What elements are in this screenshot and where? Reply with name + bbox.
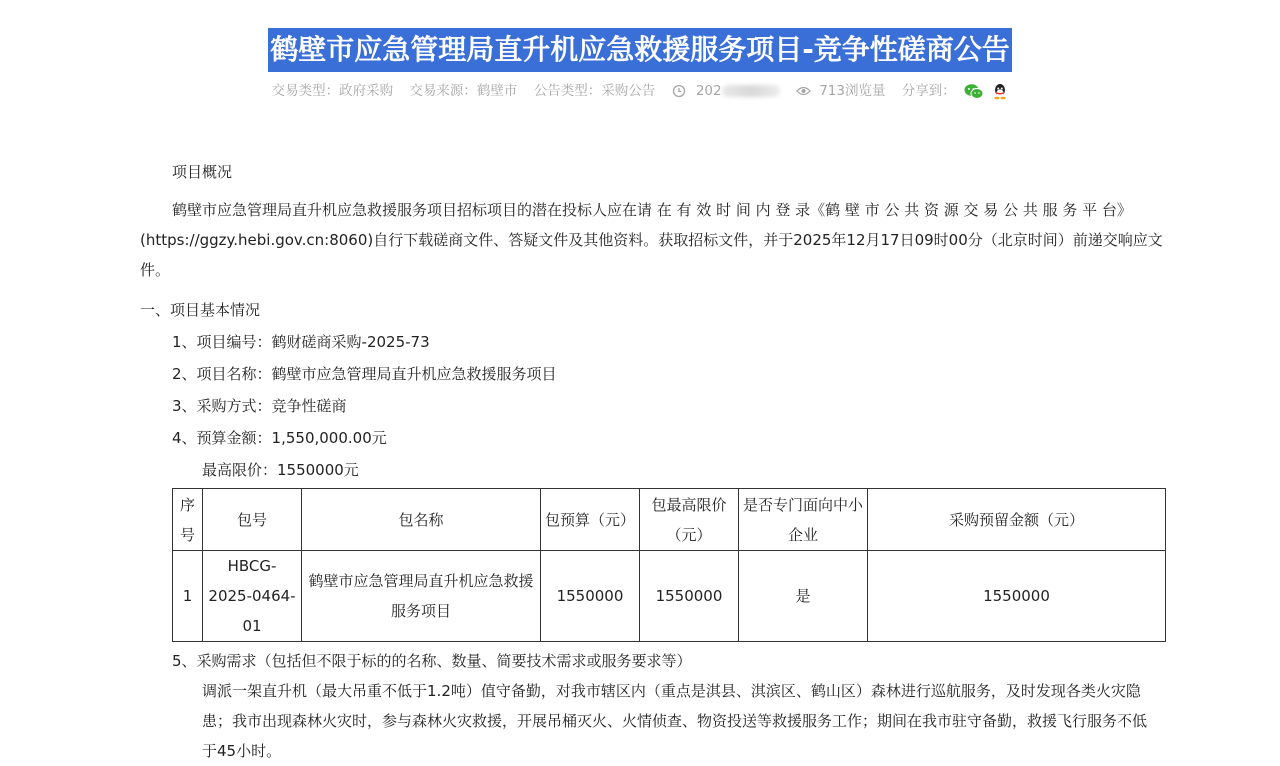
cell-pkg-no: HBCG-2025-0464-01 [203,551,302,642]
wechat-icon[interactable] [964,83,984,100]
cell-sme: 是 [739,551,868,642]
trade-source: 交易来源：鹤壁市 [409,83,518,99]
clock-icon [672,84,686,98]
th-budget: 包预算（元） [541,489,640,551]
title-wrap [0,28,1280,72]
section-1-heading: 一、项目基本情况 [140,301,261,319]
view-count [796,83,890,99]
cell-seq: 1 [173,551,203,642]
trade-type: 交易类型：政府采购 [271,83,394,99]
cell-max-price: 1550000 [640,551,739,642]
overview-line-3: 件。 [140,261,171,279]
overview-line-2: (https://ggzy.hebi.gov.cn:8060)自行下载磋商文件、答疑文件及其他资料。获取招标文件，并于2025年12月17日09时00分（北京时间）前递交响应文 [140,231,1163,249]
item-demand: 5、采购需求（包括但不限于标的的名称、数量、简要技术需求或服务要求等） [172,652,692,670]
publish-date [672,83,784,99]
item-project-name: 2、项目名称：鹤壁市应急管理局直升机应急救援服务项目 [172,365,557,383]
demand-line-2: 患；我市出现森林火灾时，参与森林火灾救援，开展吊桶灭火、火情侦查、物资投送等救援服务工作；期间在我市驻守备勤，救援飞行服务不低 [202,712,1148,730]
overview-line-1: 鹤壁市应急管理局直升机应急救援服务项目招标项目的潜在投标人应在请 在 有 效 时 间 内 登 录《鹤 壁 市 公 共 资 源 交 易 公 共 服 务 平 台》 [172,201,1132,219]
overview-heading: 项目概况 [172,163,233,181]
item-budget: 4、预算金额：1,550,000.00元 [172,429,387,447]
th-seq: 序号 [173,489,203,551]
table-row [173,551,1166,642]
qq-icon[interactable] [992,83,1008,100]
date-text: 202 [695,83,722,99]
cell-pkg-name: 鹤壁市应急管理局直升机应急救援服务项目 [302,551,541,642]
demand-line-3: 于45小时。 [202,742,282,760]
th-pkg-no: 包号 [203,489,302,551]
demand-line-1: 调派一架直升机（最大吊重不低于1.2吨）值守备勤，对我市辖区内（重点是淇县、淇滨区、鹤山区）森林进行巡航服务，及时发现各类火灾隐 [202,682,1141,700]
max-price: 最高限价：1550000元 [202,461,359,479]
notice-type: 公告类型：采购公告 [533,83,656,99]
table-header-row [173,489,1166,551]
th-max-price: 包最高限价（元） [640,489,739,551]
meta-bar [0,80,1280,102]
cell-reserved: 1550000 [868,551,1166,642]
cell-budget: 1550000 [541,551,640,642]
item-project-number: 1、项目编号：鹤财磋商采购-2025-73 [172,333,430,351]
eye-icon [796,85,811,97]
th-sme: 是否专门面向中小企业 [739,489,868,551]
th-reserved: 采购预留金额（元） [868,489,1166,551]
th-pkg-name: 包名称 [302,489,541,551]
share-area [902,83,1009,99]
page-title: 鹤壁市应急管理局直升机应急救援服务项目-竞争性磋商公告 [268,28,1012,72]
item-procurement-method: 3、采购方式：竞争性磋商 [172,397,347,415]
share-label: 分享到： [901,83,956,99]
article-content [140,157,1168,766]
package-table [172,488,1166,642]
date-blurred [722,85,780,97]
views-text: 713浏览量 [819,83,886,99]
